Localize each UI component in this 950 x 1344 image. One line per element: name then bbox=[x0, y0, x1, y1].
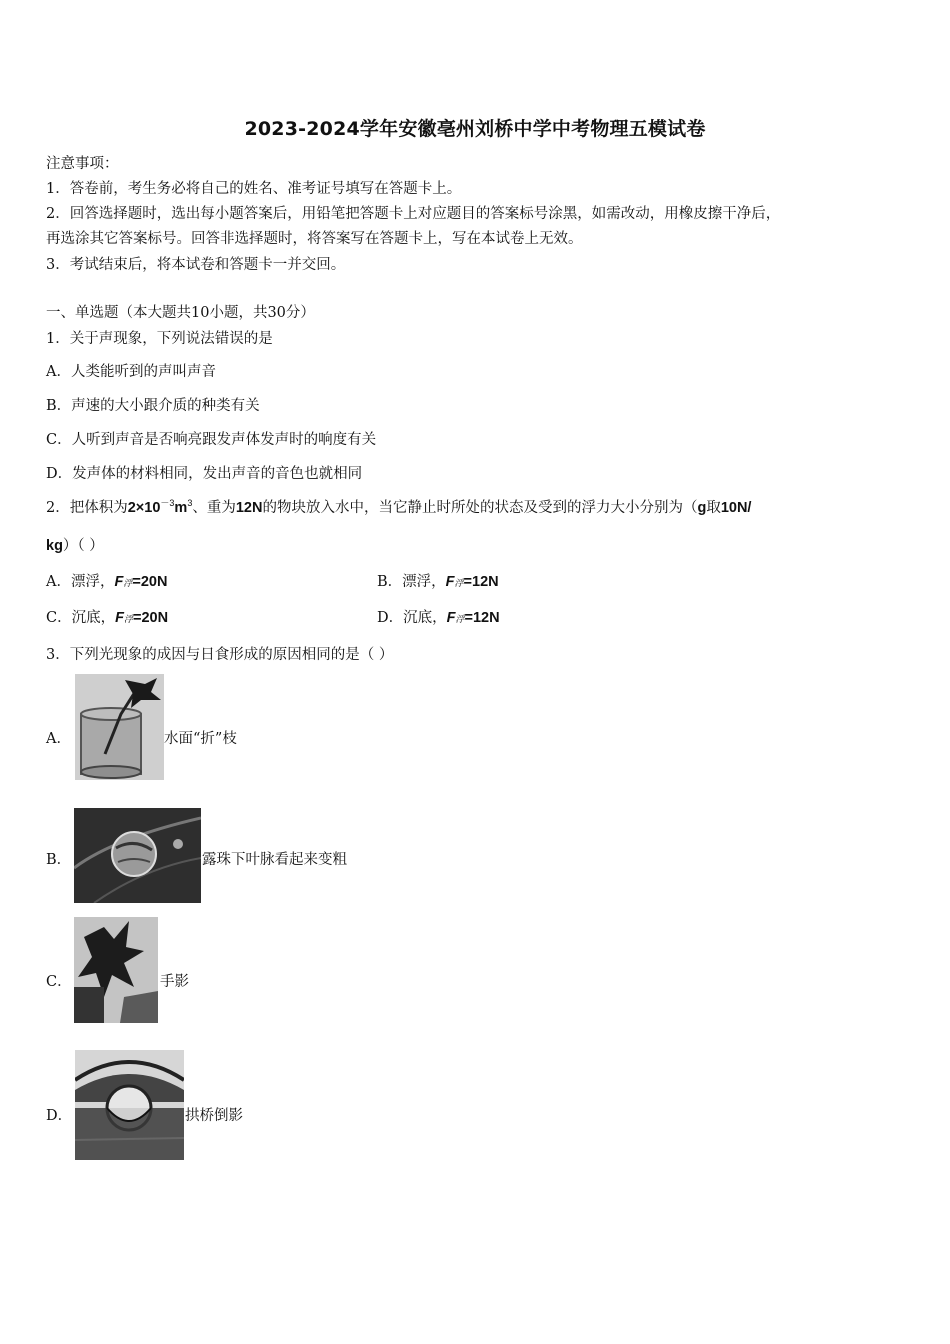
q1-option-b: B．声速的大小跟介质的种类有关 bbox=[46, 398, 260, 414]
q3-option-c-caption: 手影 bbox=[160, 974, 189, 990]
force-symbol: F bbox=[446, 610, 456, 626]
notes-heading: 注意事项： bbox=[46, 156, 119, 172]
force-symbol: F bbox=[114, 574, 124, 590]
q2-stem bbox=[46, 496, 751, 517]
option-state: 沉底， bbox=[403, 610, 447, 626]
q2-unit-exponent: 3 bbox=[187, 498, 193, 509]
q2-unit: m bbox=[174, 500, 188, 516]
dew-drop-leaf-image bbox=[74, 808, 201, 903]
force-value: =12N bbox=[463, 574, 499, 590]
q2-stem-line2 bbox=[46, 534, 104, 555]
q2-stem-part: 取 bbox=[706, 500, 721, 516]
force-symbol: F bbox=[445, 574, 455, 590]
note-item-3: 3．考试结束后，将本试卷和答题卡一并交回。 bbox=[46, 257, 346, 273]
option-state: 沉底， bbox=[71, 610, 116, 626]
q2-g: g bbox=[697, 500, 707, 516]
bent-branch-in-water-image bbox=[75, 674, 164, 780]
option-letter: C． bbox=[46, 610, 72, 626]
q3-option-b-letter: B． bbox=[46, 852, 72, 868]
option-letter: D． bbox=[377, 610, 404, 626]
option-letter: B． bbox=[377, 574, 403, 590]
q2-option-a bbox=[46, 570, 167, 591]
force-subscript: 浮 bbox=[454, 579, 464, 589]
note-item-2: 2．回答选择题时，选出每小题答案后，用铅笔把答题卡上对应题目的答案标号涂黑，如需改动，用橡皮擦干净后， bbox=[46, 206, 781, 222]
q2-g-unit: kg bbox=[46, 538, 63, 554]
note-item-2-continued: 再选涂其它答案标号。回答非选择题时，将答案写在答题卡上，写在本试卷上无效。 bbox=[46, 231, 583, 247]
q2-option-b bbox=[377, 570, 499, 591]
force-symbol: F bbox=[115, 610, 124, 626]
option-state: 漂浮， bbox=[402, 574, 446, 590]
q2-stem-part: 2．把体积为 bbox=[46, 500, 128, 516]
q2-blank: ）（ ） bbox=[62, 538, 104, 554]
q2-option-c bbox=[46, 606, 168, 627]
q1-option-a: A．人类能听到的声叫声音 bbox=[46, 364, 216, 380]
section-heading: 一、单选题（本大题共10小题，共30分） bbox=[46, 305, 315, 321]
q3-option-b-caption: 露珠下叶脉看起来变粗 bbox=[202, 852, 347, 868]
q1-option-c: C．人听到声音是否响亮跟发声体发声时的响度有关 bbox=[46, 432, 377, 448]
q3-option-a-caption: 水面“折”枝 bbox=[164, 731, 237, 747]
q3-option-c-letter: C． bbox=[46, 974, 72, 990]
page-title: 2023-2024学年安徽亳州刘桥中学中考物理五模试卷 bbox=[244, 118, 706, 140]
q3-option-d-caption: 拱桥倒影 bbox=[185, 1108, 243, 1124]
q2-option-d bbox=[377, 606, 500, 627]
option-letter: A． bbox=[46, 574, 71, 590]
arch-bridge-reflection-image bbox=[75, 1050, 184, 1160]
q2-stem-part: 的物块放入水中，当它静止时所处的状态及受到的浮力大小分别为（ bbox=[262, 500, 698, 516]
q3-stem: 3．下列光现象的成因与日食形成的原因相同的是（ ） bbox=[46, 647, 394, 663]
q2-weight: 12N bbox=[235, 500, 263, 516]
q2-exponent: －3 bbox=[160, 498, 175, 509]
force-value: =20N bbox=[132, 574, 168, 590]
q1-stem: 1．关于声现象，下列说法错误的是 bbox=[46, 331, 273, 347]
hand-shadow-image bbox=[74, 917, 158, 1023]
q3-option-d-letter: D． bbox=[46, 1108, 73, 1124]
force-subscript: 浮 bbox=[455, 615, 465, 625]
q1-option-d: D．发声体的材料相同，发出声音的音色也就相同 bbox=[46, 466, 363, 482]
force-value: =12N bbox=[464, 610, 500, 626]
force-value: =20N bbox=[132, 610, 169, 626]
option-state: 漂浮， bbox=[70, 574, 115, 590]
q2-stem-part: 、重为 bbox=[192, 500, 236, 516]
q3-option-a-letter: A． bbox=[46, 731, 71, 747]
force-subscript: 浮 bbox=[123, 615, 133, 625]
q2-g-value: 10N/ bbox=[720, 500, 752, 516]
note-item-1: 1．答卷前，考生务必将自己的姓名、准考证号填写在答题卡上。 bbox=[46, 181, 462, 197]
force-subscript: 浮 bbox=[123, 579, 133, 589]
q2-volume: 2×10 bbox=[127, 500, 161, 516]
